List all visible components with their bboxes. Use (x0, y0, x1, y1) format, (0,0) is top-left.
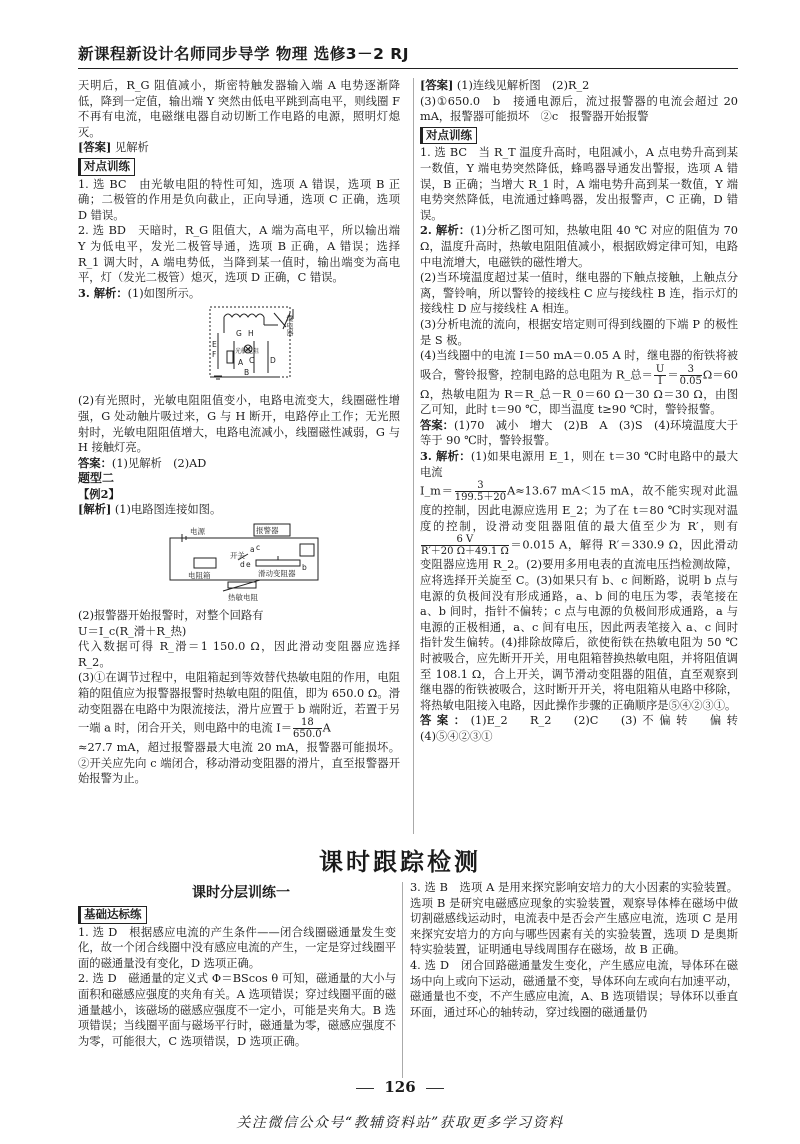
right-q2-label: 2. 解析： (420, 223, 471, 238)
fig1-C: C (249, 356, 255, 366)
q3-frac-2-num: 6 V (421, 534, 509, 546)
q2-frac-values-num: 3 (680, 364, 702, 376)
fig2-c: c (256, 543, 261, 553)
right-q3-b (420, 480, 738, 713)
right-q3-b-text: A≈13.67 mA＜15 mA，故不能实现对此温度的控制，因此电源应选用 E_2；为了在 t＝80 ℃时实现对温度的控制，设滑动变阻器阻值的最大值至少为 R′，则有 (420, 484, 738, 533)
right-answer-1-text: (1)连线见解析图 (2)R_2 (456, 79, 590, 92)
bottom-left-column (78, 904, 396, 1049)
left-q3 (78, 286, 400, 302)
left-column (78, 78, 400, 787)
right-q2-answer (420, 418, 738, 449)
header-rule (78, 68, 738, 69)
chapter-title: 课时跟踪检测 (319, 848, 481, 876)
fig1-G: G (236, 329, 242, 339)
ex2-part5: ≈27.7 mA，超过报警器最大电流 20 mA，报警器可能损坏。②开关应先向 c 端闭合，移动滑动变阻器的滑片，直至报警器开始报警为止。 (78, 741, 400, 786)
fig1-A: A (238, 358, 244, 368)
q3-frac-1-num: 3 (455, 480, 506, 492)
fig1-D: D (270, 356, 276, 366)
ex2-fraction (293, 717, 322, 740)
bottom-column-divider (402, 882, 403, 1078)
right-q3-answer (420, 713, 750, 744)
right-section-label: 对点训练 (420, 127, 477, 145)
fig2-switch: 开关 (230, 551, 245, 561)
right-q3-a (420, 449, 738, 480)
ex2-part4-text: (3)①在调节过程中，电阻箱起到等效替代热敏电阻的作用，电阻箱的阻值应为报警器报警时热敏电阻的阻值，即为 650.0 Ω。滑动变阻器在电路中为限流接法，滑片应置于 b 端附近，若置于另一端 a 时，闭合开关，则电路中的电流 I＝ (78, 671, 400, 735)
left-q3-answer-label: 答案： (78, 455, 112, 470)
answer-text: 见解析 (114, 141, 149, 155)
alarm-circuit-figure (78, 520, 400, 606)
left-q3-part2: (2)有光照时，光敏电阻阻值变小，电路电流变大，线圈磁性增强，G 处动触片吸过来，G 与 H 断开，电路停止工作；无光照射时，光敏电阻阻值增大，电路电流减小，线圈磁性减弱，G 与 H 接触灯亮。 (78, 394, 400, 455)
fig2-box: 电阻箱 (188, 571, 211, 581)
fig1-F: F (212, 350, 217, 360)
page-header: 新课程新设计名师同步导学 物理 选修3－2 RJ (78, 45, 409, 63)
left-q3-answer-text: (1)见解析 (2)AD (111, 456, 207, 470)
ex2-frac-den: 650.0 (293, 729, 322, 741)
intro-paragraph: 天明后，R_G 阻值减小，斯密特触发器输入端 A 电势逐渐降低，降到一定值，输出端 Y 突然由低电平跳到高电平，则线圈 F 不再有电流，电磁继电器自动切断工作电路的电源，照明灯熄灭。 (78, 79, 400, 139)
right-answer-label: [答案] (420, 78, 454, 92)
footer-note: 关注微信公众号“教辅资料站”获取更多学习资料 (236, 1115, 564, 1131)
column-divider (413, 78, 414, 834)
ex2-part3: 代入数据可得 R_滑＝1 150.0 Ω，因此滑动变阻器应选择 R_2。 (78, 640, 400, 669)
q2-frac-ui-den: I (658, 375, 663, 387)
ex2-parse-text: (1)电路图连接如图。 (114, 503, 222, 517)
right-q3-answer-label: 答案： (420, 713, 471, 728)
fig2-alarm: 报警器 (256, 526, 279, 536)
fig1-H: H (248, 329, 254, 339)
right-q2-3: (3)分析电流的流向，根据安培定则可得到线圈的下端 P 的极性是 S 极。 (420, 317, 738, 347)
page-number: 126 (0, 1078, 800, 1096)
right-q2-answer-label: 答案： (420, 417, 454, 432)
basic-section-label: 基础达标练 (78, 906, 147, 924)
right-q2-1-text: (1)分析乙图可知，热敏电阻 40 ℃ 对应的阻值为 70 Ω，温度升高时，热敏电阻阻值减小，根据欧姆定律可知，电路中电流增大，电磁铁的磁性增大。 (420, 224, 738, 269)
type-two-heading: 题型二 (78, 471, 115, 486)
fig1-photo: 光敏电阻 (235, 348, 260, 356)
q3-frac-2 (421, 534, 509, 557)
fig1-B: B (244, 368, 250, 378)
right-q3-im: I_m＝ (420, 484, 454, 498)
bottom-q1: 1. 选 D 根据感应电流的产生条件——闭合线圈磁通量发生变化，故一个闭合线圈中没有感应电流的产生，一定是穿过线圈平面的磁通量没有变化，D 选项正确。 (78, 925, 396, 970)
q3-frac-1 (455, 480, 506, 503)
right-answer-2: (3)①650.0 b 接通电源后，流过报警器的电流会超过 20 mA，报警器可能损坏 ②c 报警器开始报警 (420, 94, 738, 124)
right-q2-answer-text: (1)70 减小 增大 (2)B A (3)S (4)环境温度大于等于 90 ℃时，警铃报警。 (420, 418, 738, 448)
fig2-rheo: 滑动变阻器 (258, 569, 296, 579)
fig2-d: d (240, 560, 245, 570)
lesson-subtitle: 课时分层训练一 (192, 885, 290, 901)
answer-line (78, 140, 400, 156)
fig2-power: 电源 (190, 527, 205, 537)
right-q2-4a: (4)当线圈中的电流 I＝50 mA＝0.05 A 时，继电器的衔铁将被吸合，警铃报警，控制电路的总电阻为 R_总＝ (420, 349, 738, 382)
section-label: 对点训练 (78, 158, 135, 176)
right-column (420, 78, 750, 745)
right-q3-c-text: ＝0.015 A，解得 R′＝330.9 Ω，因此滑动变阻器应选用 R_2。(2)要用多用电表的直流电压挡检测故障，应将选择开关旋至 C。(3)如果只有 b、c 间断路，说明 b 点与电源的负极间没有形成通路，a、b 间的电压为零，表笔接在 a、b 间时，指针不偏转；c 点与电源的负极间形成通路，a 与电源的正极相通，a、c 间有电压，因此两表笔接入 a、c 间时指针发生偏转。(4)排除故障后，欲使衔铁在热敏电阻为 50 ℃时被吸合，应先断开开关，用电阻箱替换热敏电阻，并将阻值调至 108.1 Ω，合上开关，调节滑动变阻器的阻值，直至观察到继电器的衔铁被吸合，这时断开开关，将电阻箱从电路中移除，将热敏电阻接入电路，因此操作步骤的正确顺序是⑤④②③①。 (420, 538, 738, 712)
fig2-a: a (250, 545, 255, 555)
q2-frac-ui (654, 364, 666, 387)
fig2-therm: 热敏电阻 (228, 593, 258, 603)
right-q3-answer-text: (1)E_2 R_2 (2)C (3)不偏转 偏转 (4)⑤④②③① (420, 714, 750, 743)
right-q3-label: 3. 解析： (420, 449, 471, 464)
q2-eq-mid: ＝ (667, 368, 679, 382)
ex2-part2: (2)报警器开始报警时，对整个回路有 (78, 609, 264, 623)
ex2-parse (78, 502, 400, 518)
left-q3-text: (1)如图所示。 (127, 286, 201, 300)
left-q3-label: 3. 解析： (78, 285, 128, 300)
fig2-b: b (302, 563, 307, 573)
left-q2: 2. 选 BD 天暗时，R_G 阻值大，A 端为高电平，所以输出端 Y 为低电平，发光二极管导通，选项 B 正确，A 错误；选择 R_1 调大时，A 端电势低，当降到某一值时，输出端变为高电平，灯（发光二极管）熄灭，选项 D 正确，C 错误。 (78, 224, 400, 285)
right-q1: 1. 选 BC 当 R_T 温度升高时，电阻减小，A 点电势升高到某一数值，Y 端电势突然降低，蜂鸣器导通发出警报，选项 A 错误，B 正确；当增大 R_1 时，A 端电势升高到某一数值，Y 端电势突然降低，电流通过蜂鸣器，发出报警声，C 正确，D 错误。 (420, 146, 738, 222)
ex2-part4-tail: A (322, 721, 331, 735)
right-q2-1 (420, 223, 738, 270)
fig1-E: E (212, 340, 217, 350)
right-q2-4b: Ω＝60 Ω，热敏电阻为 R＝R_总－R_0＝60 Ω－30 Ω＝30 Ω，由图乙可知，此时 t＝90 ℃，即当温度 t≥90 ℃时，警铃报警。 (420, 368, 738, 417)
q2-frac-values (680, 364, 702, 387)
q2-frac-ui-num: U (655, 363, 665, 375)
fig1-relay-label: 继电器 (286, 315, 294, 337)
ex2-parse-label: [解析] (78, 502, 112, 517)
ex2-frac-num: 18 (293, 717, 322, 729)
bottom-q2: 2. 选 D 磁通量的定义式 Φ＝BScos θ 可知，磁通量的大小与面积和磁感应强度的夹角有关。A 选项错误；穿过线圈平面的磁通量越小，该磁场的磁感应强度不一定小，可能是夹角大。B 选项错误；当线圈平面与磁场平行时，磁通量为零，磁感应强度不为零，可能很大，C 选项错误，D 选项正确。 (78, 972, 396, 1048)
bottom-right-column (410, 880, 738, 1020)
relay-circuit-figure (78, 303, 400, 391)
q3-frac-2-den: R′＋20 Ω＋49.1 Ω (421, 546, 509, 558)
right-answer-1 (420, 78, 738, 94)
right-q3-a-text: (1)如果电源用 E_1，则在 t＝30 ℃时电路中的最大电流 (420, 450, 738, 479)
q3-frac-1-den: 199.5＋20 (454, 492, 507, 504)
q2-frac-values-den: 0.05 (679, 375, 702, 387)
ex2-equation: U＝I_c(R_滑＋R_热) (78, 624, 187, 638)
right-q2-4 (420, 348, 738, 418)
left-q3-answer (78, 456, 400, 472)
example-two-label: 【例2】 (78, 486, 120, 501)
bottom-q3: 3. 选 B 选项 A 是用来探究影响安培力的大小因素的实验装置。选项 B 是研究电磁感应现象的实验装置，观察导体棒在磁场中做切割磁感线运动时，电流表中是否会产生感应电流，选项 C 是用来探究安培力的方向与哪些因素有关的实验装置，选项 D 是奥斯特实验装置，证明通电导线周围存在磁场，故 B 正确。 (410, 881, 738, 957)
answer-label: [答案] (78, 140, 112, 155)
fig2-e: e (246, 560, 251, 570)
left-q1: 1. 选 BC 由光敏电阻的特性可知，选项 A 错误，选项 B 正确；二极管的作用是负向截止，正向导通，选项 C 正确，选项 D 错误。 (78, 177, 400, 222)
right-q2-2: (2)当环境温度超过某一值时，继电器的下触点接触，上触点分离，警铃响，所以警铃的接线柱 C 应与接线柱 B 连，指示灯的接线柱 D 应与接线柱 A 相连。 (420, 271, 738, 316)
ex2-part4 (78, 670, 400, 740)
bottom-q4: 4. 选 D 闭合回路磁通量发生变化，产生感应电流，导体环在磁场中向上或向下运动，磁通量不变，导体环向左或向右加速平动，磁通量也不变，不产生感应电流，A、B 选项错误；导体环以垂直环面，通过环心的轴转动，穿过线圈的磁通量仍 (410, 958, 738, 1019)
